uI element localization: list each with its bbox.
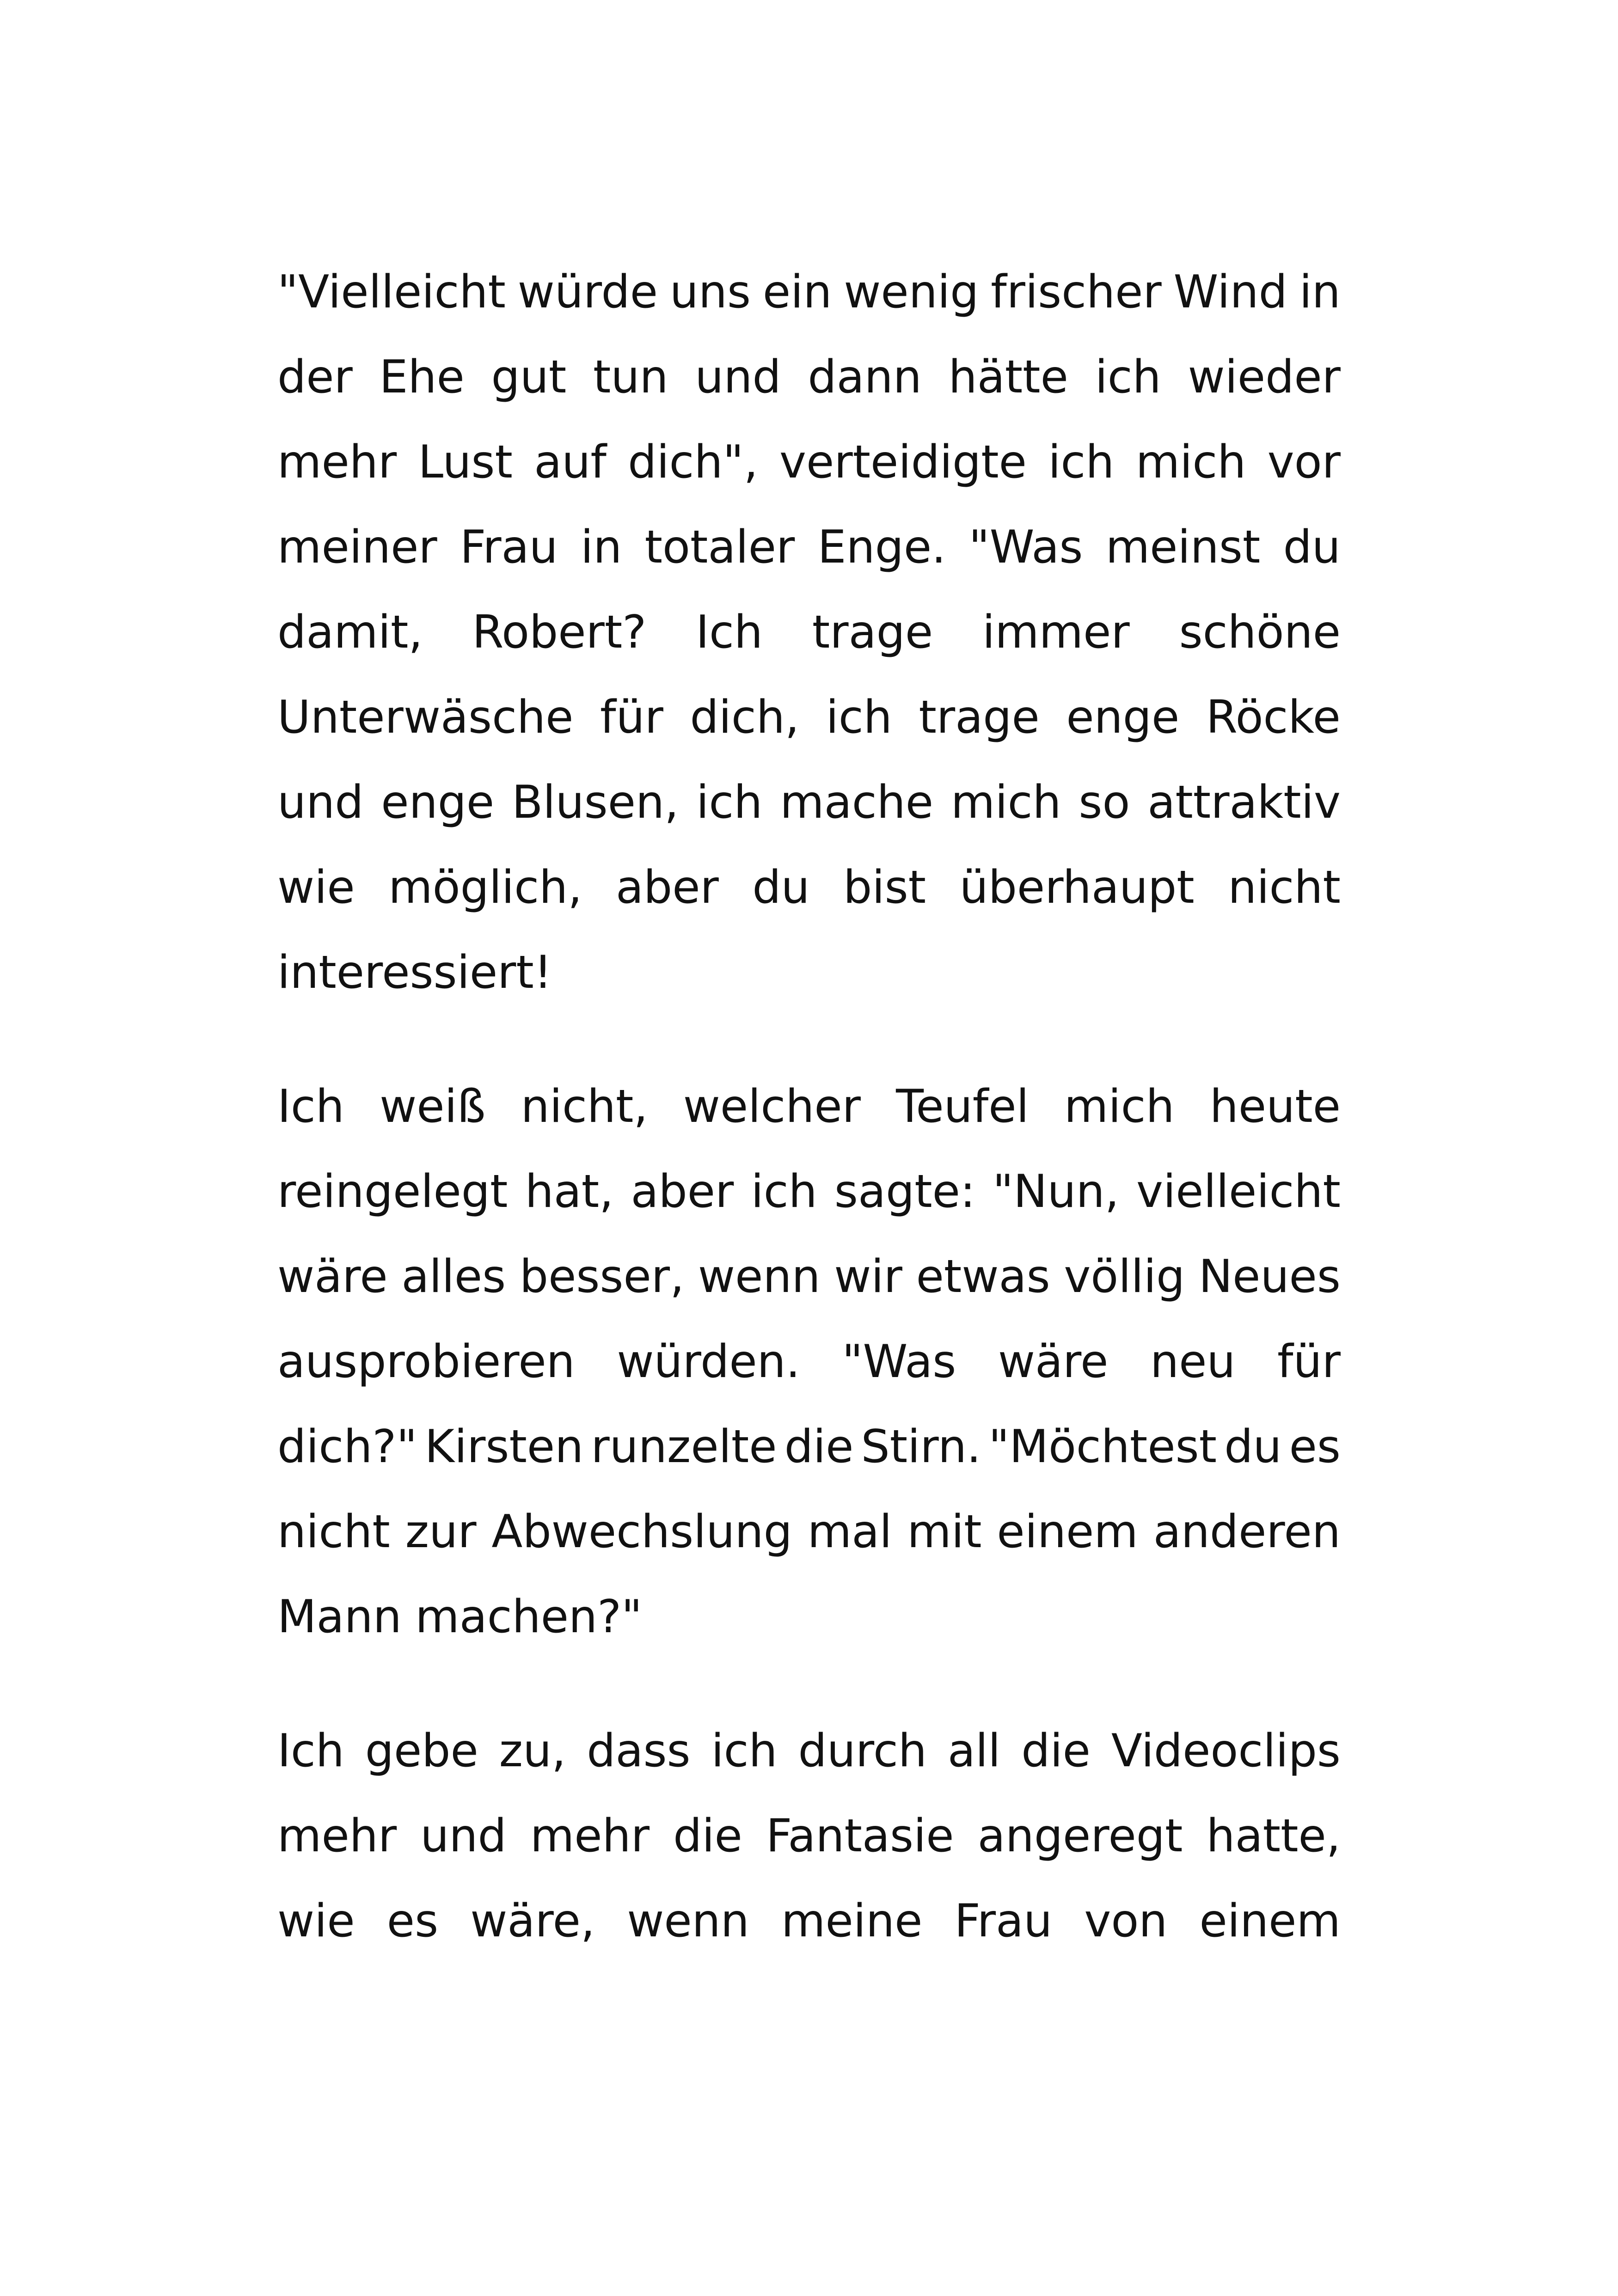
word: Mann — [277, 1591, 402, 1643]
word: meine — [781, 1895, 923, 1947]
word: Blusen, — [512, 776, 679, 829]
word: in — [580, 521, 622, 574]
word: Teufel — [896, 1080, 1029, 1133]
word: und — [277, 776, 364, 829]
word: schöne — [1179, 606, 1341, 659]
word: für — [1277, 1335, 1341, 1388]
paragraph — [277, 1725, 1341, 1980]
word: die — [784, 1420, 854, 1473]
word: ich — [751, 1165, 817, 1218]
word: Lust — [418, 436, 513, 489]
word: tun — [593, 351, 668, 404]
word: immer — [982, 606, 1130, 659]
text-line — [277, 1725, 1341, 1810]
text-line — [277, 776, 1341, 861]
word: wenig — [844, 266, 979, 318]
word: Stirn. — [861, 1420, 981, 1473]
text-line — [277, 1335, 1341, 1420]
word: Frau — [954, 1895, 1053, 1947]
word: würde — [517, 266, 658, 318]
word: du — [1224, 1420, 1282, 1473]
word: Ich — [277, 1725, 344, 1777]
word: frischer — [991, 266, 1162, 318]
word: dass — [587, 1725, 691, 1777]
word: aber — [631, 1165, 734, 1218]
word: wir — [834, 1250, 902, 1303]
word: trage — [919, 691, 1040, 744]
word: mehr — [277, 436, 397, 489]
word: Neues — [1198, 1250, 1341, 1303]
word: völlig — [1064, 1250, 1185, 1303]
body-text — [277, 266, 1341, 1980]
word: "Möchtest — [988, 1420, 1217, 1473]
text-line — [277, 266, 1341, 351]
text-line — [277, 606, 1341, 691]
word: besser, — [519, 1250, 685, 1303]
word: uns — [669, 266, 751, 318]
paragraph-spacer — [277, 1031, 1341, 1080]
word: totaler — [644, 521, 795, 574]
word: Frau — [460, 521, 558, 574]
word: ich — [696, 776, 763, 829]
word: anderen — [1153, 1506, 1341, 1558]
word: dich", — [628, 436, 758, 489]
word: überhaupt — [959, 861, 1195, 914]
word: Ich — [696, 606, 763, 659]
word: auf — [534, 436, 607, 489]
word: für — [600, 691, 663, 744]
word: enge — [1066, 691, 1180, 744]
word: so — [1079, 776, 1130, 829]
word: welcher — [683, 1080, 861, 1133]
text-line — [277, 1810, 1341, 1895]
word: es — [1289, 1420, 1341, 1473]
word: reingelegt — [277, 1165, 508, 1218]
word: alles — [401, 1250, 506, 1303]
word: weiß — [380, 1080, 486, 1133]
word: in — [1299, 266, 1341, 318]
word: mache — [780, 776, 934, 829]
word: wäre — [998, 1335, 1109, 1388]
word: wäre, — [470, 1895, 595, 1947]
word: wenn — [627, 1895, 749, 1947]
word: aber — [615, 861, 719, 914]
word: mal — [807, 1506, 892, 1558]
word: die — [673, 1810, 742, 1862]
word: ich — [1095, 351, 1161, 404]
word: du — [752, 861, 810, 914]
word: meinst — [1105, 521, 1261, 574]
word: nicht, — [521, 1080, 648, 1133]
word: trage — [812, 606, 933, 659]
word: meiner — [277, 521, 437, 574]
word: es — [386, 1895, 439, 1947]
word: mehr — [530, 1810, 650, 1862]
word: ich — [826, 691, 892, 744]
word: Ehe — [379, 351, 465, 404]
word: Wind — [1173, 266, 1287, 318]
word: nicht — [1228, 861, 1341, 914]
word: ich — [1048, 436, 1115, 489]
word: wieder — [1188, 351, 1341, 404]
word: mich — [950, 776, 1061, 829]
word: Ich — [277, 1080, 344, 1133]
word: ein — [762, 266, 832, 318]
word: und — [695, 351, 781, 404]
word: all — [947, 1725, 1001, 1777]
text-line — [277, 946, 1341, 1031]
text-line — [277, 1165, 1341, 1250]
text-line — [277, 351, 1341, 436]
word: interessiert! — [277, 946, 552, 999]
word: dich, — [690, 691, 800, 744]
text-line — [277, 691, 1341, 776]
text-line — [277, 861, 1341, 946]
word: "Vielleicht — [277, 266, 506, 318]
word: hatte, — [1206, 1810, 1341, 1862]
text-line — [277, 1506, 1341, 1591]
word: dann — [808, 351, 922, 404]
word: "Was — [968, 521, 1083, 574]
word: Kirsten — [424, 1420, 584, 1473]
word: heute — [1209, 1080, 1341, 1133]
word: attraktiv — [1147, 776, 1341, 829]
word: zu, — [499, 1725, 566, 1777]
text-line — [277, 1080, 1341, 1165]
word: gebe — [365, 1725, 478, 1777]
word: Enge. — [817, 521, 946, 574]
word: wäre — [277, 1250, 388, 1303]
paragraph — [277, 266, 1341, 1031]
word: von — [1084, 1895, 1168, 1947]
word: Röcke — [1206, 691, 1341, 744]
word: einem — [1199, 1895, 1341, 1947]
text-line — [277, 1591, 1341, 1676]
word: "Was — [842, 1335, 956, 1388]
word: vielleicht — [1136, 1165, 1341, 1218]
word: dich?" — [277, 1420, 417, 1473]
word: Robert? — [472, 606, 647, 659]
text-line — [277, 521, 1341, 606]
word: Fantasie — [766, 1810, 954, 1862]
word: ich — [711, 1725, 778, 1777]
word: neu — [1150, 1335, 1236, 1388]
paragraph-spacer — [277, 1676, 1341, 1725]
word: würden. — [617, 1335, 800, 1388]
word: nicht — [277, 1506, 390, 1558]
word: machen?" — [415, 1591, 643, 1643]
word: Videoclips — [1111, 1725, 1341, 1777]
word: mit — [907, 1506, 982, 1558]
text-line — [277, 1420, 1341, 1506]
word: und — [420, 1810, 507, 1862]
word: ausprobieren — [277, 1335, 575, 1388]
word: "Nun, — [993, 1165, 1119, 1218]
word: mich — [1064, 1080, 1175, 1133]
word: zur — [405, 1506, 477, 1558]
word: wie — [277, 1895, 355, 1947]
word: du — [1283, 521, 1341, 574]
word: verteidigte — [779, 436, 1027, 489]
word: die — [1021, 1725, 1091, 1777]
word: sagte: — [834, 1165, 975, 1218]
word: enge — [381, 776, 495, 829]
word: mich — [1135, 436, 1246, 489]
word: einem — [997, 1506, 1138, 1558]
word: mehr — [277, 1810, 397, 1862]
word: Abwechslung — [491, 1506, 792, 1558]
word: gut — [491, 351, 567, 404]
word: vor — [1267, 436, 1341, 489]
word: möglich, — [388, 861, 582, 914]
word: wie — [277, 861, 355, 914]
word: bist — [843, 861, 926, 914]
word: angeregt — [977, 1810, 1183, 1862]
word: hat, — [525, 1165, 614, 1218]
word: wenn — [698, 1250, 821, 1303]
word: Unterwäsche — [277, 691, 574, 744]
word: der — [277, 351, 353, 404]
word: hätte — [948, 351, 1068, 404]
text-line — [277, 1250, 1341, 1335]
word: runzelte — [591, 1420, 777, 1473]
word: damit, — [277, 606, 423, 659]
text-line — [277, 436, 1341, 521]
paragraph — [277, 1080, 1341, 1676]
word: etwas — [916, 1250, 1050, 1303]
text-line — [277, 1895, 1341, 1980]
word: durch — [798, 1725, 927, 1777]
